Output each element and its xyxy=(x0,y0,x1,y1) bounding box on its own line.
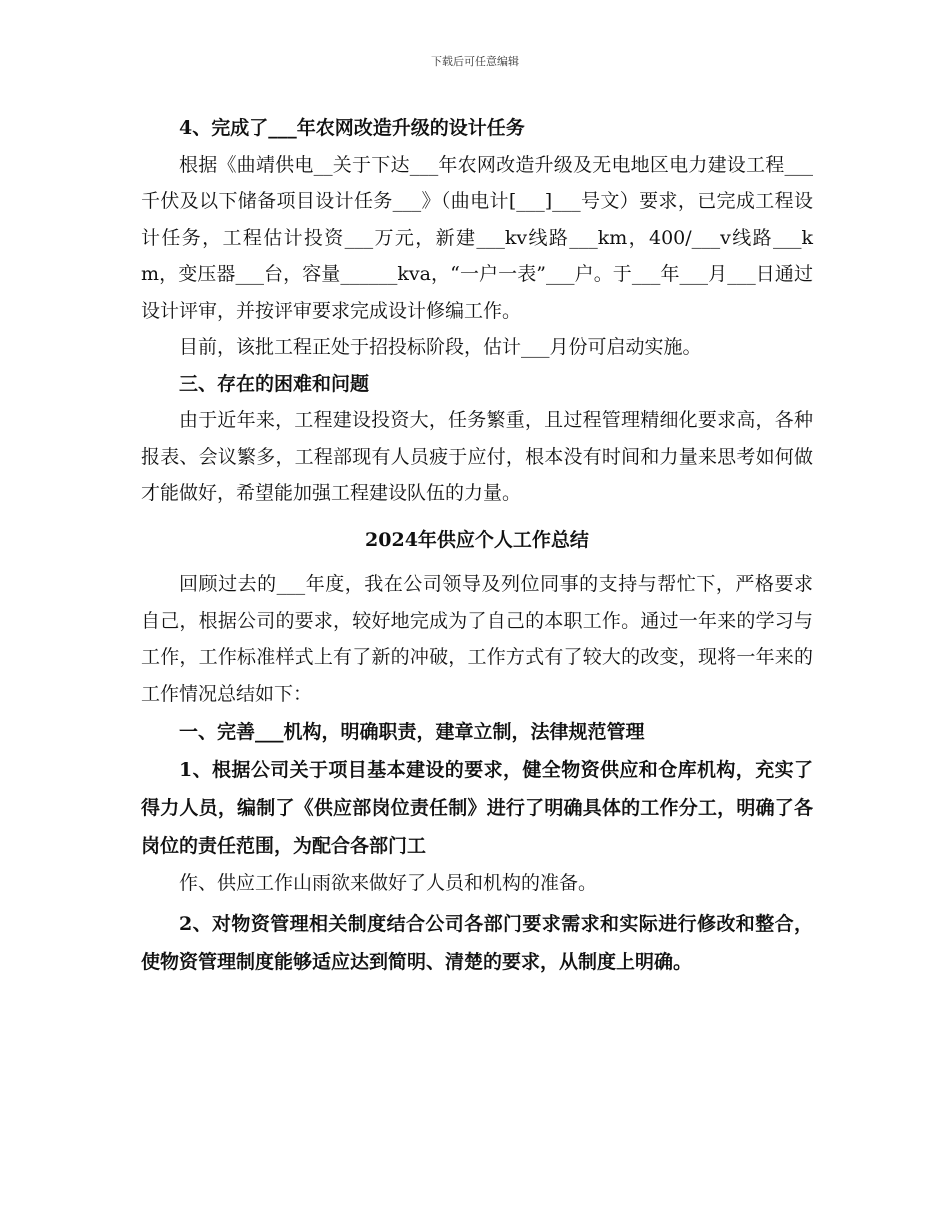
intro-paragraph: 回顾过去的___年度，我在公司领导及列位同事的支持与帮忙下，严格要求自己，根据公司的要求，较好地完成为了自己的本职工作。通过一年来的学习与工作，工作标准样式上有了新的冲破，工作方式有了较大的改变，现将一年来的工作情况总结如下： xyxy=(141,573,813,705)
section4-heading: 4、完成了___年农网改造升级的设计任务 xyxy=(179,117,525,139)
item-1-continuation: 作、供应工作山雨欲来做好了人员和机构的准备。 xyxy=(179,871,598,894)
section3-heading: 三、存在的困难和问题 xyxy=(179,372,370,395)
heading-1: 一、完善___机构，明确职责，建章立制，法律规范管理 xyxy=(179,721,645,743)
section3-paragraph: 由于近年来，工程建设投资大，任务繁重，且过程管理精细化要求高，各种报表、会议繁多，工程部现有人员疲于应付，根本没有时间和力量来思考如何做才能做好，希望能加强工程建设队伍的力量。 xyxy=(141,409,813,504)
item-2: 2、对物资管理相关制度结合公司各部门要求需求和实际进行修改和整合，使物资管理制度能够适应达到简明、清楚的要求，从制度上明确。 xyxy=(141,913,813,973)
section4-paragraph-1: 根据《曲靖供电__关于下达___年农网改造升级及无电地区电力建设工程___千伏及以下储备项目设计任务___》（曲电计[___]___号文）要求，已完成工程设计任务，工程估计投资___万元，新建___kv线路___km，400/___v线路___km，变压器___台，容量______kva，“一户一表”___户。于___年___月___日通过设计评审，并按评审要求完成设计修编工作。 xyxy=(141,153,813,322)
section4-paragraph-2: 目前，该批工程正处于招投标阶段，估计___月份可启动实施。 xyxy=(179,336,702,358)
document-title: 2024年供应个人工作总结 xyxy=(365,528,589,551)
document-body xyxy=(141,110,813,981)
page-header: 下载后可任意编辑 xyxy=(431,55,519,68)
item-1: 1、根据公司关于项目基本建设的要求，健全物资供应和仓库机构，充实了得力人员，编制了《供应部岗位责任制》进行了明确具体的工作分工，明确了各岗位的责任范围，为配合各部门工 xyxy=(141,758,813,857)
